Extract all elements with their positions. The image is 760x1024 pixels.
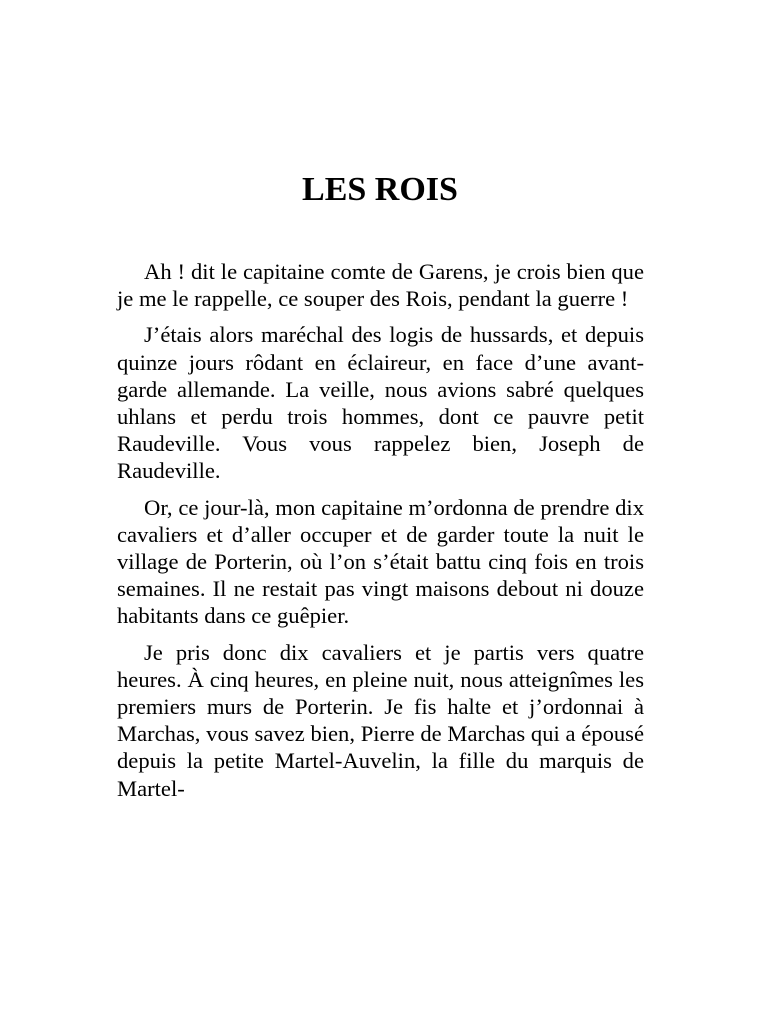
chapter-body	[117, 258, 644, 811]
paragraph-2: J’étais alors maréchal des logis de hussards, et depuis quinze jours rôdant en éclaireur, en face d’une avant-garde allemande. La veille, nous avions sabré quelques uhlans et perdu trois hommes, dont ce pauvre petit Raudeville. Vous vous rappelez bien, Joseph de Raudeville.	[117, 322, 644, 484]
paragraph-3: Or, ce jour-là, mon capitaine m’ordonna de prendre dix cavaliers et d’aller occuper et de garder toute la nuit le village de Porterin, où l’on s’était battu cinq fois en trois semaines. Il ne restait pas vingt maisons debout ni douze habitants dans ce guêpier.	[117, 494, 644, 629]
chapter-title: LES ROIS	[302, 171, 458, 208]
paragraph-4: Je pris donc dix cavaliers et je partis vers quatre heures. À cinq heures, en pleine nuit, nous atteignîmes les premiers murs de Porterin. Je fis halte et j’ordonnai à Marchas, vous savez bien, Pierre de Marchas qui a épousé depuis la petite Martel-Auvelin, la fille du marquis de Martel-	[117, 639, 644, 801]
paragraph-1: Ah ! dit le capitaine comte de Garens, je crois bien que je me le rappelle, ce souper des Rois, pendant la guerre !	[117, 259, 644, 312]
